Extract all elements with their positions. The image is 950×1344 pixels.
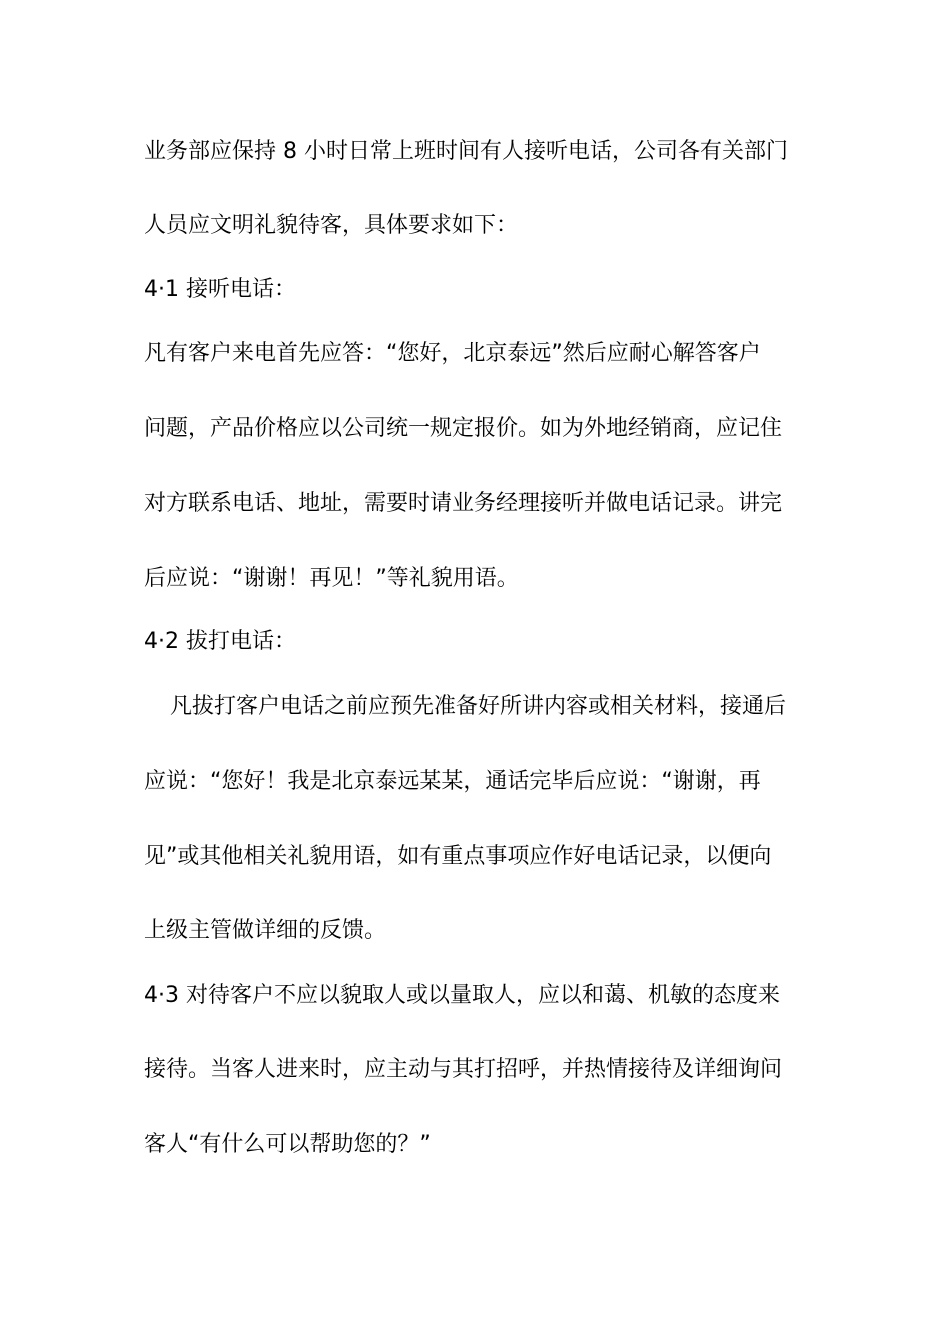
paragraph-line: 接待。当客人进来时，应主动与其打招呼，并热情接待及详细询问: [144, 1057, 783, 1082]
paragraph-line: 应说：“您好！我是北京泰远某某，通话完毕后应说：“谢谢，再: [144, 769, 761, 794]
paragraph-line: 对方联系电话、地址，需要时请业务经理接听并做电话记录。讲完: [144, 491, 783, 516]
section-heading: 4·3 对待客户不应以貌取人或以量取人，应以和蔼、机敏的态度来: [144, 983, 780, 1008]
paragraph-line: 上级主管做详细的反馈。: [144, 918, 387, 943]
section-heading: 4·1 接听电话：: [144, 277, 296, 302]
paragraph-line: 后应说：“谢谢！再见！”等礼貌用语。: [144, 566, 519, 591]
paragraph-line: 凡拔打客户电话之前应预先准备好所讲内容或相关材料，接通后: [170, 694, 787, 719]
paragraph-line: 业务部应保持 8 小时日常上班时间有人接听电话，公司各有关部门: [144, 139, 788, 164]
section-heading: 4·2 拔打电话：: [144, 629, 296, 654]
paragraph-line: 客人“有什么可以帮助您的？”: [144, 1132, 431, 1157]
paragraph-line: 人员应文明礼貌待客，具体要求如下：: [144, 213, 519, 238]
paragraph-line: 见”或其他相关礼貌用语，如有重点事项应作好电话记录，以便向: [144, 844, 772, 869]
paragraph-line: 问题，产品价格应以公司统一规定报价。如为外地经销商，应记住: [144, 416, 783, 441]
paragraph-line: 凡有客户来电首先应答：“您好，北京泰远”然后应耐心解答客户: [144, 341, 761, 366]
